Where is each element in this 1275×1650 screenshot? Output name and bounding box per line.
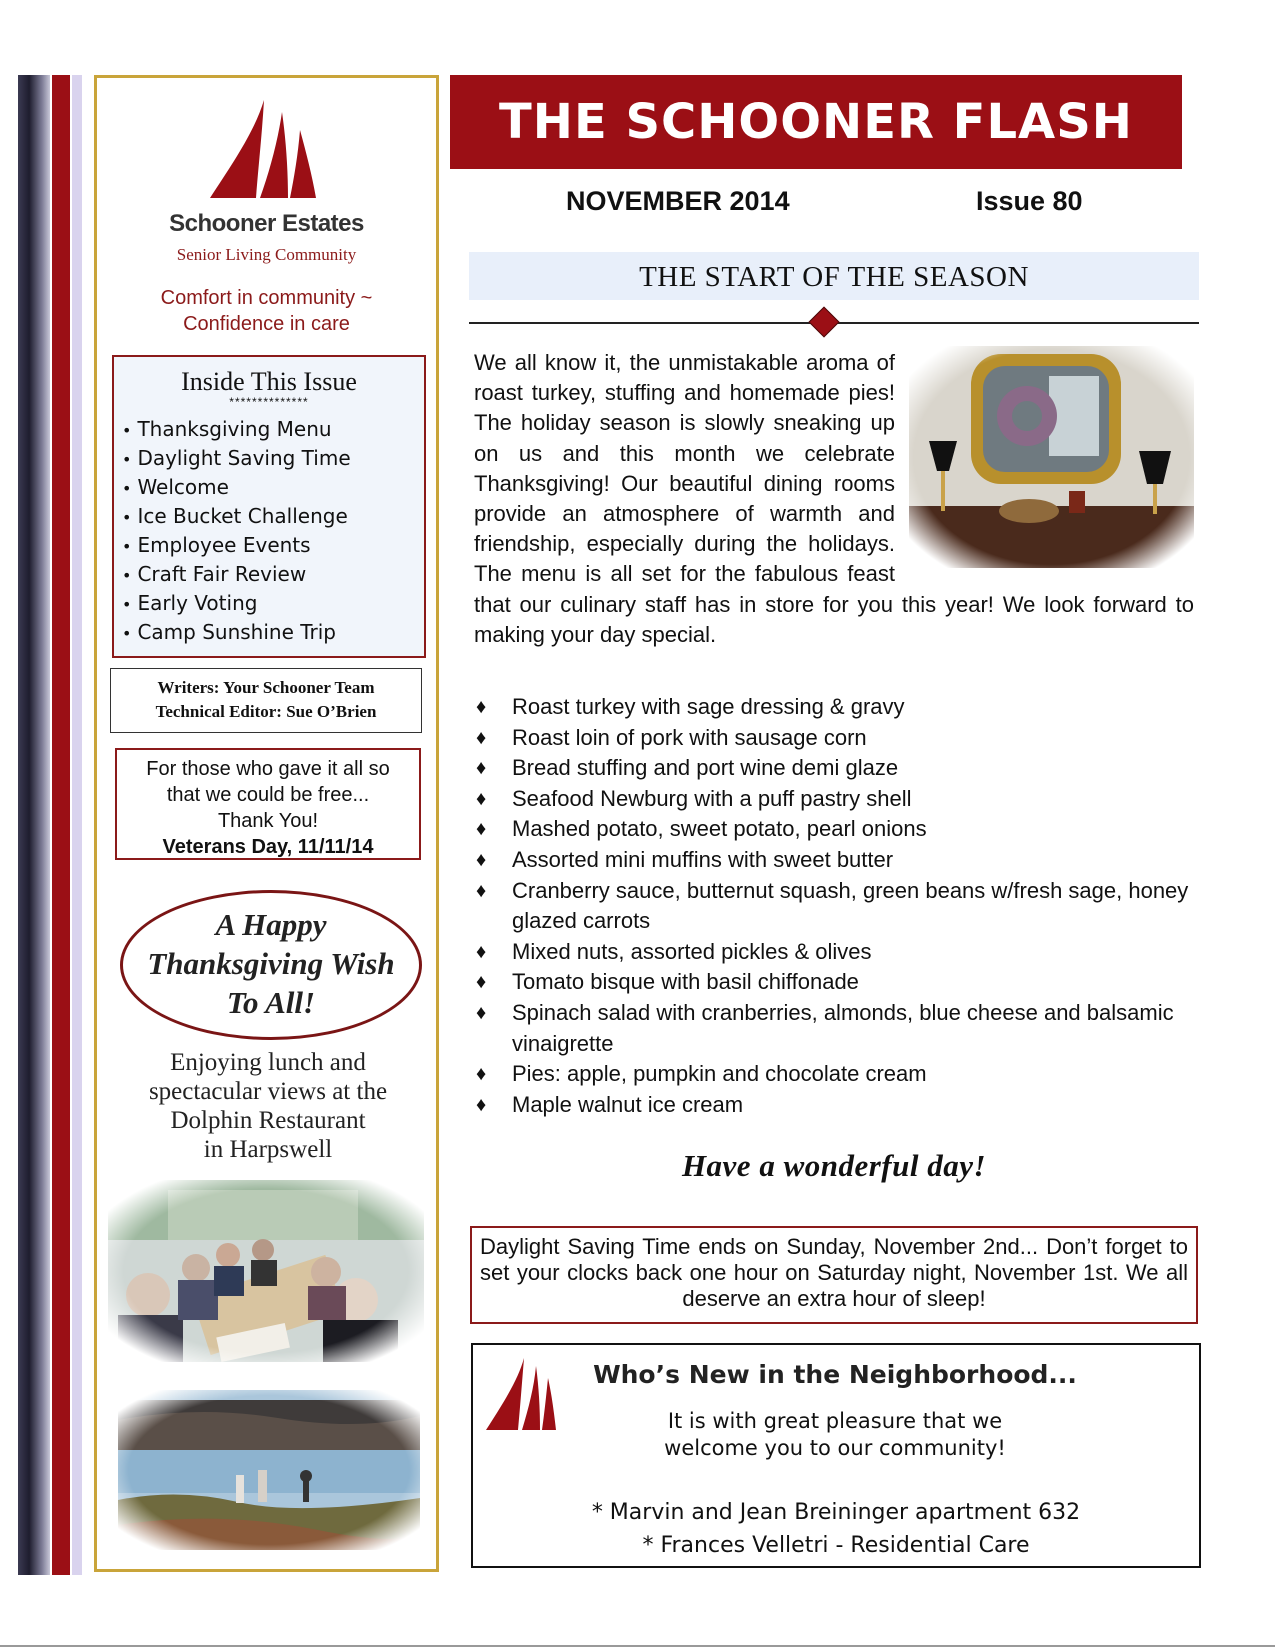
veterans-date: Veterans Day, 11/11/14 xyxy=(162,836,374,858)
menu-item: ♦ Maple walnut ice cream xyxy=(474,1090,1194,1121)
new-residents-list xyxy=(471,1496,1201,1562)
brand-tagline xyxy=(94,285,439,337)
intro-text: We all know it, the unmistakable aroma of roast turkey, stuffing and homemade pies! The holiday season is slowly sneaking up on us and this month we celebrate Thanksgiving! Our beautiful dining rooms provide an atmosphere of warmth and friendship, especially during the holidays. The menu is all set for the fabulous feast that our culinary staff has in store for you this year! We look forward to making your day special. xyxy=(474,350,1194,647)
restaurant-lunch-photo xyxy=(108,1180,424,1362)
menu-item: ♦ Tomato bisque with basil chiffonade xyxy=(474,967,1194,998)
menu-item: ♦ Seafood Newburg with a puff pastry shell xyxy=(474,784,1194,815)
lunch-line: Enjoying lunch and xyxy=(170,1049,366,1076)
veterans-line: Thank You! xyxy=(217,810,319,832)
menu-item: ♦ Pies: apple, pumpkin and chocolate cream xyxy=(474,1059,1194,1090)
page-bottom-rule xyxy=(0,1645,1275,1647)
toc-stars: ************** xyxy=(229,395,309,409)
lunch-line: spectacular views at the xyxy=(148,1078,388,1105)
article-intro xyxy=(474,348,1194,650)
wish-line: A Happy xyxy=(215,907,327,942)
toc-item[interactable]: • Thanksgiving Menu xyxy=(122,415,424,444)
brand-subtitle: Senior Living Community xyxy=(176,245,357,264)
menu-item: ♦ Assorted mini muffins with sweet butter xyxy=(474,845,1194,876)
writers-credit: Writers: Your Schooner Team xyxy=(157,678,375,697)
daylight-saving-box xyxy=(470,1226,1198,1324)
lunch-line: Dolphin Restaurant xyxy=(170,1107,366,1134)
article-heading: THE START OF THE SEASON xyxy=(469,252,1199,300)
issue-number: Issue 80 xyxy=(976,186,1083,216)
toc-list xyxy=(114,415,424,647)
credits-box xyxy=(110,668,422,733)
thanksgiving-wish-oval xyxy=(120,890,422,1040)
menu-item: ♦ Mixed nuts, assorted pickles & olives xyxy=(474,937,1194,968)
veterans-line: that we could be free... xyxy=(166,784,370,806)
brand-name: Schooner Estates xyxy=(169,210,364,237)
veterans-day-box xyxy=(115,748,421,860)
wish-line: To All! xyxy=(226,985,316,1020)
inside-this-issue-box xyxy=(112,355,426,658)
welcome-line: It is with great pleasure that we xyxy=(667,1409,1003,1433)
new-neighbors-title: Who’s New in the Neighborhood... xyxy=(593,1360,1077,1389)
menu-item: ♦ Roast turkey with sage dressing & gravy xyxy=(474,692,1194,723)
dining-room-photo xyxy=(909,346,1194,568)
menu-item: ♦ Spinach salad with cranberries, almonds, blue cheese and balsamic vinaigrette xyxy=(474,998,1194,1059)
toc-item[interactable]: • Welcome xyxy=(122,473,424,502)
toc-item[interactable]: • Daylight Saving Time xyxy=(122,444,424,473)
schooner-sails-logo xyxy=(200,100,320,215)
menu-item: ♦ Roast loin of pork with sausage corn xyxy=(474,723,1194,754)
editor-credit: Technical Editor: Sue O’Brien xyxy=(155,702,377,721)
diamond-ornament-icon xyxy=(808,306,839,337)
resident-entry: * Frances Velletri - Residential Care xyxy=(642,1533,1030,1558)
newsletter-masthead: THE SCHOONER FLASH xyxy=(450,75,1182,169)
toc-item[interactable]: • Ice Bucket Challenge xyxy=(122,502,424,531)
left-stripe-dark xyxy=(18,75,50,1575)
thanksgiving-menu-list xyxy=(474,692,1194,1120)
new-neighbors-text xyxy=(540,1408,1130,1462)
dst-line2: Don’t forget to set your clocks back one hour on Saturday night, November 1st. We all deserve an extra hour of sleep! xyxy=(480,1234,1188,1311)
rocky-coast-photo xyxy=(118,1390,420,1550)
resident-entry: * Marvin and Jean Breininger apartment 632 xyxy=(591,1500,1081,1525)
left-stripe-lavender xyxy=(72,75,82,1575)
closing-wish: Have a wonderful day! xyxy=(681,1148,987,1183)
dst-line1: Daylight Saving Time ends on Sunday, November 2nd... xyxy=(480,1234,1039,1259)
lunch-caption xyxy=(108,1048,428,1164)
toc-item[interactable]: • Craft Fair Review xyxy=(122,560,424,589)
left-stripe-red xyxy=(52,75,70,1575)
veterans-line: For those who gave it all so xyxy=(146,758,390,780)
wish-line: Thanksgiving Wish xyxy=(147,946,395,981)
welcome-line: welcome you to our community! xyxy=(664,1436,1006,1460)
menu-item: ♦ Bread stuffing and port wine demi glaze xyxy=(474,753,1194,784)
menu-item: ♦ Mashed potato, sweet potato, pearl onions xyxy=(474,814,1194,845)
tagline-line1: Comfort in community ~ xyxy=(160,287,373,309)
toc-item[interactable]: • Camp Sunshine Trip xyxy=(122,618,424,647)
toc-item[interactable]: • Employee Events xyxy=(122,531,424,560)
toc-title: Inside This Issue xyxy=(181,367,357,396)
menu-item: ♦ Cranberry sauce, butternut squash, green beans w/fresh sage, honey glazed carrots xyxy=(474,876,1194,937)
lunch-line: in Harpswell xyxy=(203,1136,333,1163)
tagline-line2: Confidence in care xyxy=(183,313,350,335)
issue-date: NOVEMBER 2014 xyxy=(566,186,790,216)
toc-item[interactable]: • Early Voting xyxy=(122,589,424,618)
